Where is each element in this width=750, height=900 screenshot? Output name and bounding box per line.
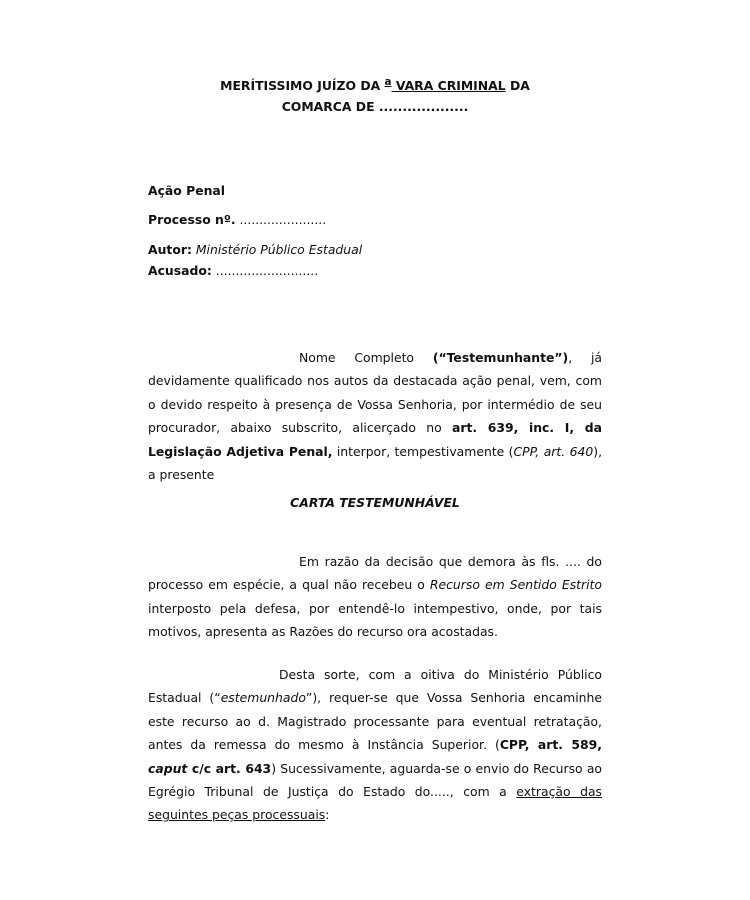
case-type: Ação Penal bbox=[148, 183, 226, 198]
vara-criminal-text: VARA CRIMINAL bbox=[391, 78, 506, 94]
case-number-label: Processo nº. bbox=[148, 212, 236, 227]
document-title: CARTA TESTEMUNHÁVEL bbox=[290, 495, 460, 510]
addressee-text: MERÍTISSIMO JUÍZO DA bbox=[220, 78, 385, 94]
paragraph-petition: Nome Completo (“Testemunhante”), já devidamente qualificado nos autos da destacada ação penal, vem, com o devido respeito à presença de Vossa Senhoria, por intermédio de seu procurador, abaixo subscrito, alicerçado no art. 639, inc. I, da Legislação Adjetiva Penal, interpor, tempestivamente (CPP, art. 640), a presente bbox=[148, 350, 603, 483]
accused-label: Acusado: bbox=[148, 263, 212, 278]
accused-value: .......................... bbox=[211, 263, 319, 278]
author-value: Ministério Público Estadual bbox=[191, 242, 363, 257]
addressee-suffix: DA bbox=[505, 78, 530, 94]
case-accused bbox=[148, 262, 318, 279]
paragraph-request: Desta sorte, com a oitiva do Ministério Público Estadual (“estemunhado”), requer-se que Vossa Senhoria encaminhe este recurso ao d. Magistrado processante para eventual retratação, antes da remessa do mesmo à Instância Superior. (CPP, art. 589, caput c/c art. 643) Sucessivamente, aguarda-se o envio do Recurso ao Egrégio Tribunal de Justiça do Estado do....., com a extração das seguintes peças processuais: bbox=[148, 667, 602, 823]
ordinal-superscript: a bbox=[384, 76, 392, 88]
addressee-line-1 bbox=[0, 76, 750, 93]
case-author bbox=[148, 241, 362, 258]
author-label: Autor: bbox=[148, 242, 192, 257]
case-number bbox=[148, 211, 326, 228]
addressee-line-2: COMARCA DE ................... bbox=[281, 99, 469, 114]
case-number-value: ...................... bbox=[235, 212, 327, 227]
paragraph-decision: Em razão da decisão que demora às fls. .... do processo em espécie, a qual não recebeu o Recurso em Sentido Estrito interposto pela defesa, por entendê-lo intempestivo, onde, por tais motivos, apresenta as Razões do recurso ora acostadas. bbox=[148, 554, 602, 640]
